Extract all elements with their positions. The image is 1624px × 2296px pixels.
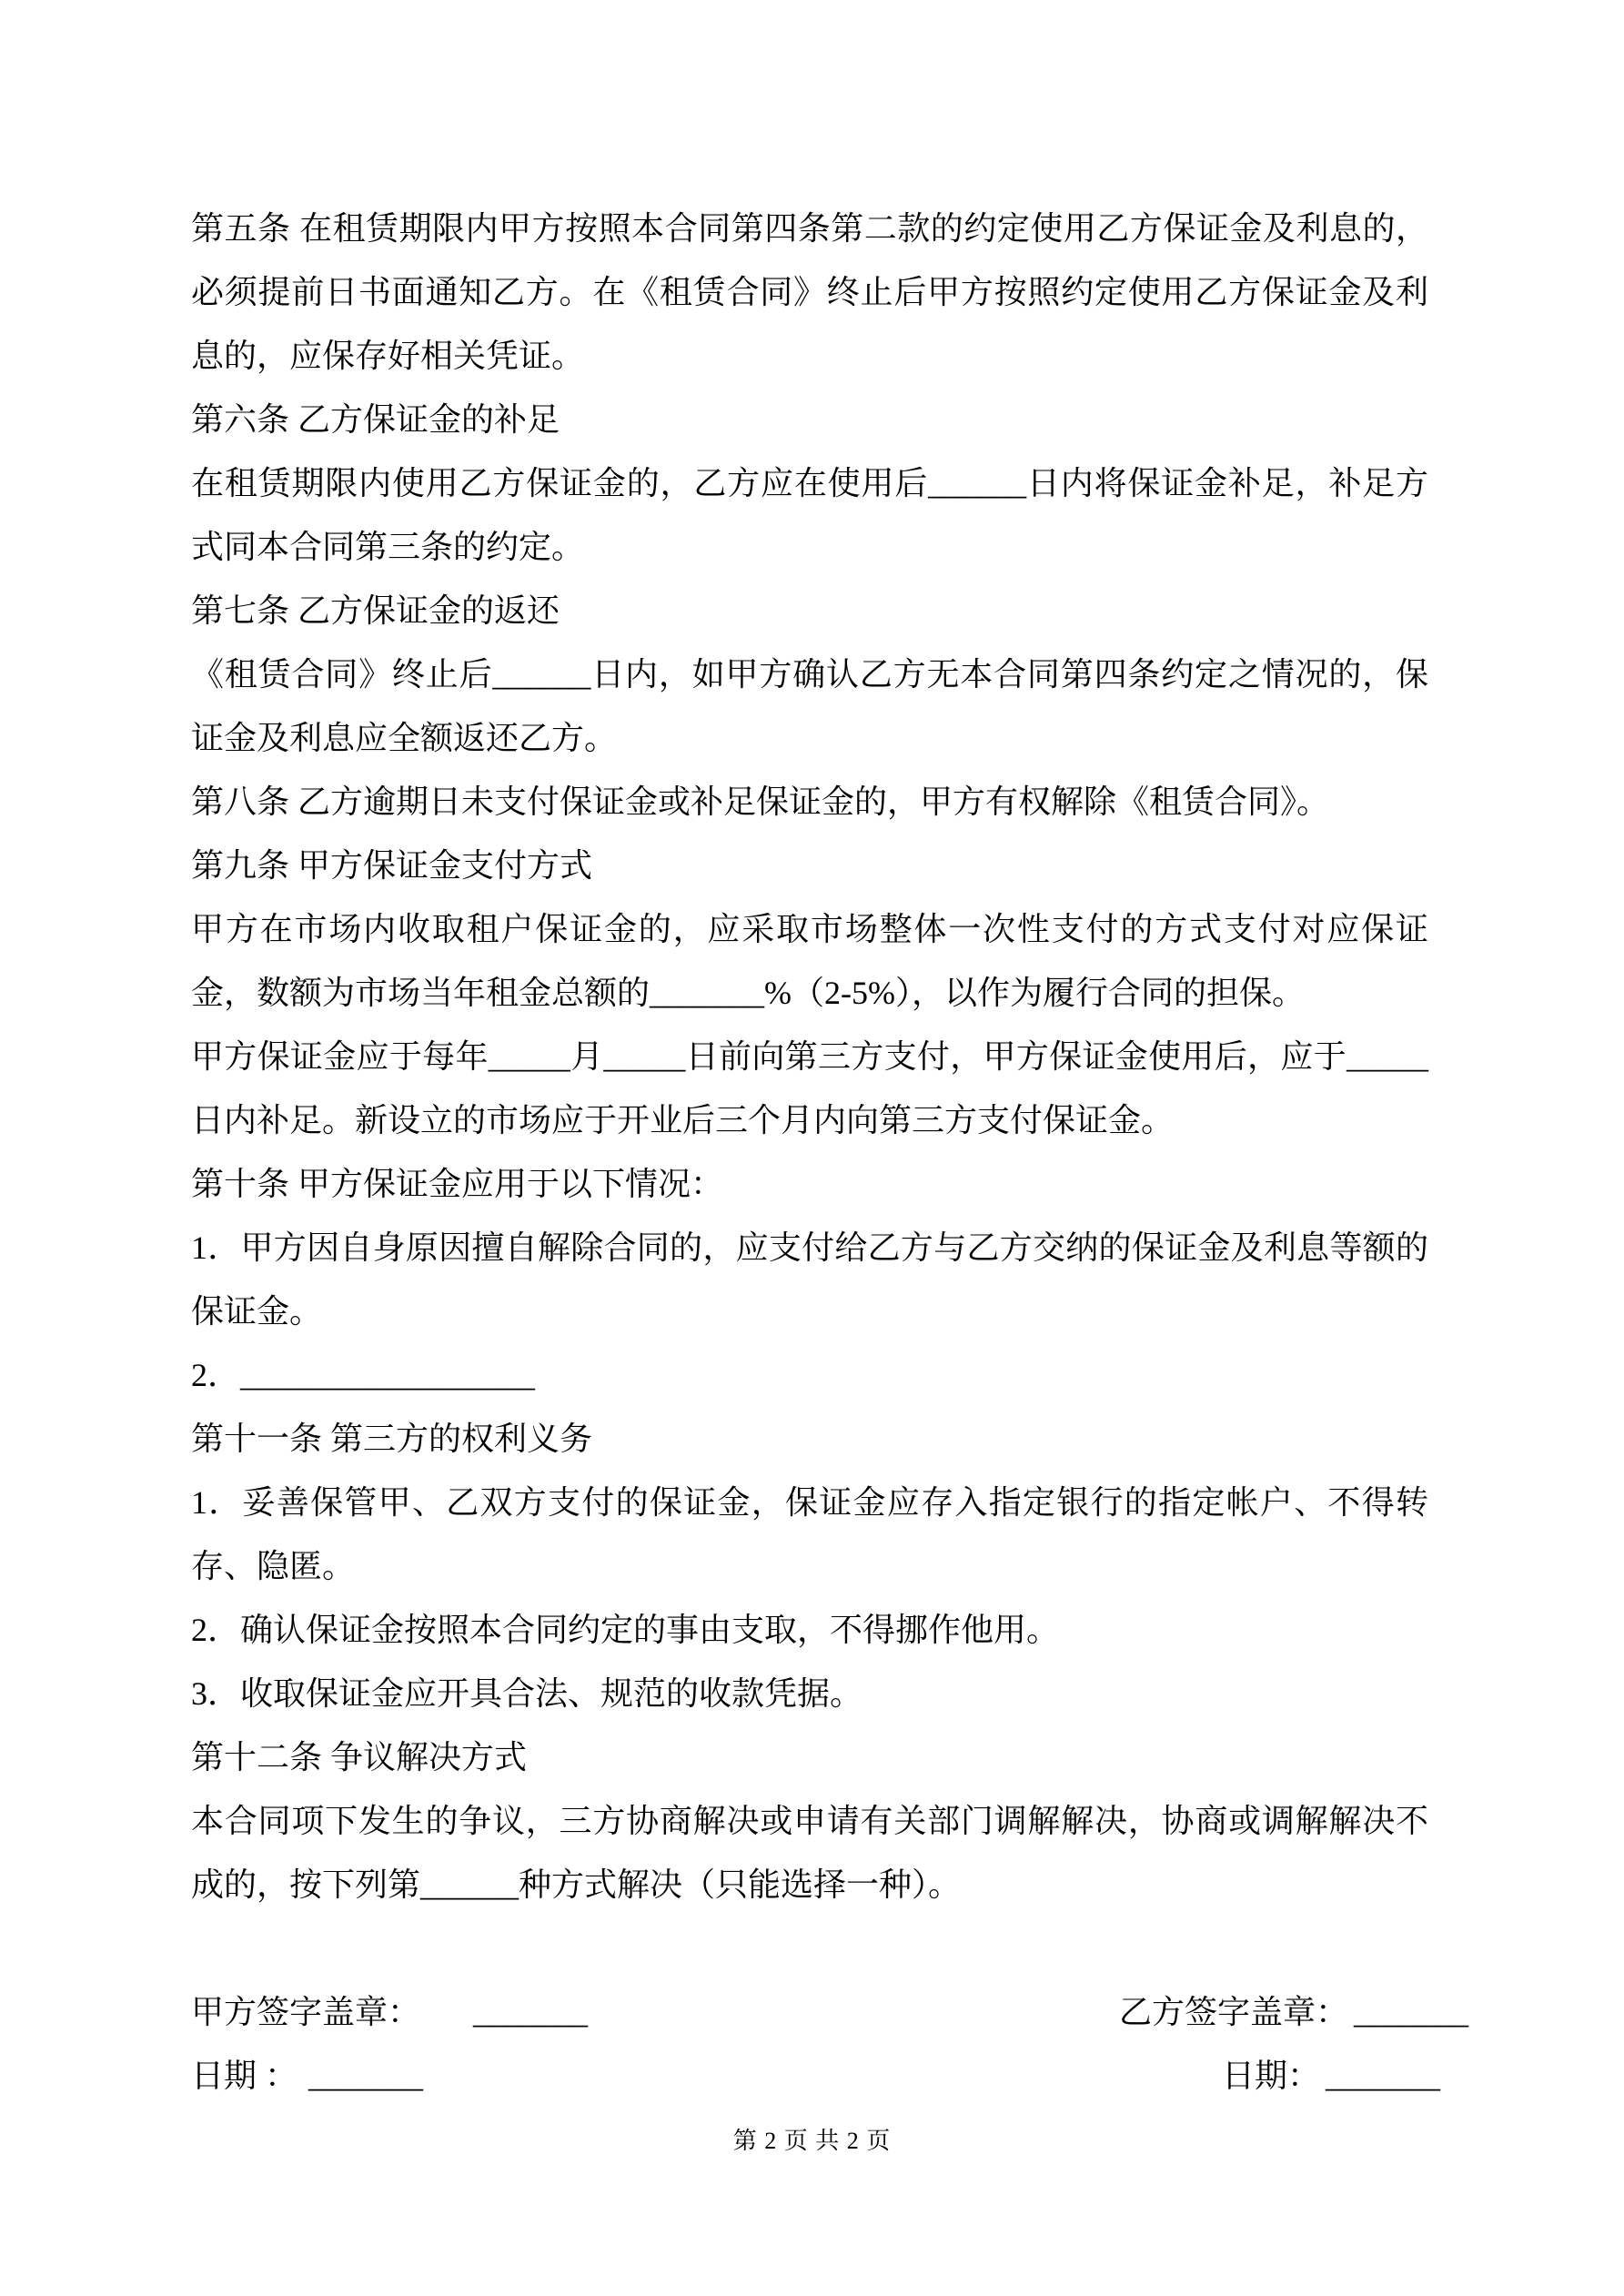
signature-row-stamps <box>191 1980 1469 2044</box>
clause-9-title: 第九条 甲方保证金支付方式 <box>191 847 593 884</box>
party-b-date-line: _______ <box>1326 2058 1441 2094</box>
clause-9-body-2: 甲方保证金应于每年_____月_____日前向第三方支付，甲方保证金使用后，应于_____日内补足。新设立的市场应于开业后三个月内向第三方支付保证金。 <box>191 1038 1428 1138</box>
clause-7-body: 《租赁合同》终止后______日内，如甲方确认乙方无本合同第四条约定之情况的，保证金及利息应全额返还乙方。 <box>191 656 1428 756</box>
signature-row-dates <box>191 2044 1441 2108</box>
clause-11-title: 第十一条 第三方的权利义务 <box>191 1421 593 1457</box>
clause-7-title: 第七条 乙方保证金的返还 <box>191 592 560 629</box>
clause-11-item-3: 3．收取保证金应开具合法、规范的收款凭据。 <box>191 1675 863 1712</box>
clause-12-body: 本合同项下发生的争议，三方协商解决或申请有关部门调解解决，协商或调解解决不成的，按下列第______种方式解决（只能选择一种）。 <box>191 1803 1428 1903</box>
clause-8-paragraph: 第八条 乙方逾期日未支付保证金或补足保证金的，甲方有权解除《租赁合同》。 <box>191 784 1330 820</box>
party-a-signature-label: 甲方签字盖章： <box>191 1994 421 2030</box>
contract-body <box>191 197 1469 2108</box>
clause-10-title: 第十条 甲方保证金应用于以下情况： <box>191 1166 724 1202</box>
clause-6-body: 在租赁期限内使用乙方保证金的，乙方应在使用后______日内将保证金补足，补足方式同本合同第三条的约定。 <box>191 465 1428 565</box>
clause-6-title: 第六条 乙方保证金的补足 <box>191 401 560 438</box>
party-a-date-label: 日期 ： <box>191 2058 298 2094</box>
clause-11-item-1: 1．妥善保管甲、乙双方支付的保证金，保证金应存入指定银行的指定帐户、不得转存、隐匿。 <box>191 1484 1428 1584</box>
party-b-date-label: 日期： <box>1222 2058 1321 2094</box>
clause-10-item-2-blank: 2．__________________ <box>191 1357 535 1393</box>
party-b-signature-label: 乙方签字盖章： <box>1119 1994 1349 2030</box>
party-a-date-line: _______ <box>308 2058 424 2094</box>
clause-11-item-2: 2．确认保证金按照本合同约定的事由支取，不得挪作他用。 <box>191 1612 1060 1648</box>
party-a-signature-line: _______ <box>473 1994 589 2030</box>
signature-block <box>191 1980 1469 2108</box>
clause-12-title: 第十二条 争议解决方式 <box>191 1739 528 1775</box>
clause-5-paragraph: 第五条 在租赁期限内甲方按照本合同第四条第二款的约定使用乙方保证金及利息的，必须提前日书面通知乙方。在《租赁合同》终止后甲方按照约定使用乙方保证金及利息的，应保存好相关凭证。 <box>191 210 1428 374</box>
page-number: 第 2 页 共 2 页 <box>732 2128 892 2154</box>
clause-9-body-1: 甲方在市场内收取租户保证金的，应采取市场整体一次性支付的方式支付对应保证金，数额为市场当年租金总额的_______%（2-5%），以作为履行合同的担保。 <box>191 911 1428 1011</box>
clause-10-item-1: 1．甲方因自身原因擅自解除合同的，应支付给乙方与乙方交纳的保证金及利息等额的保证金。 <box>191 1229 1428 1330</box>
party-b-signature-line: _______ <box>1354 1994 1469 2030</box>
